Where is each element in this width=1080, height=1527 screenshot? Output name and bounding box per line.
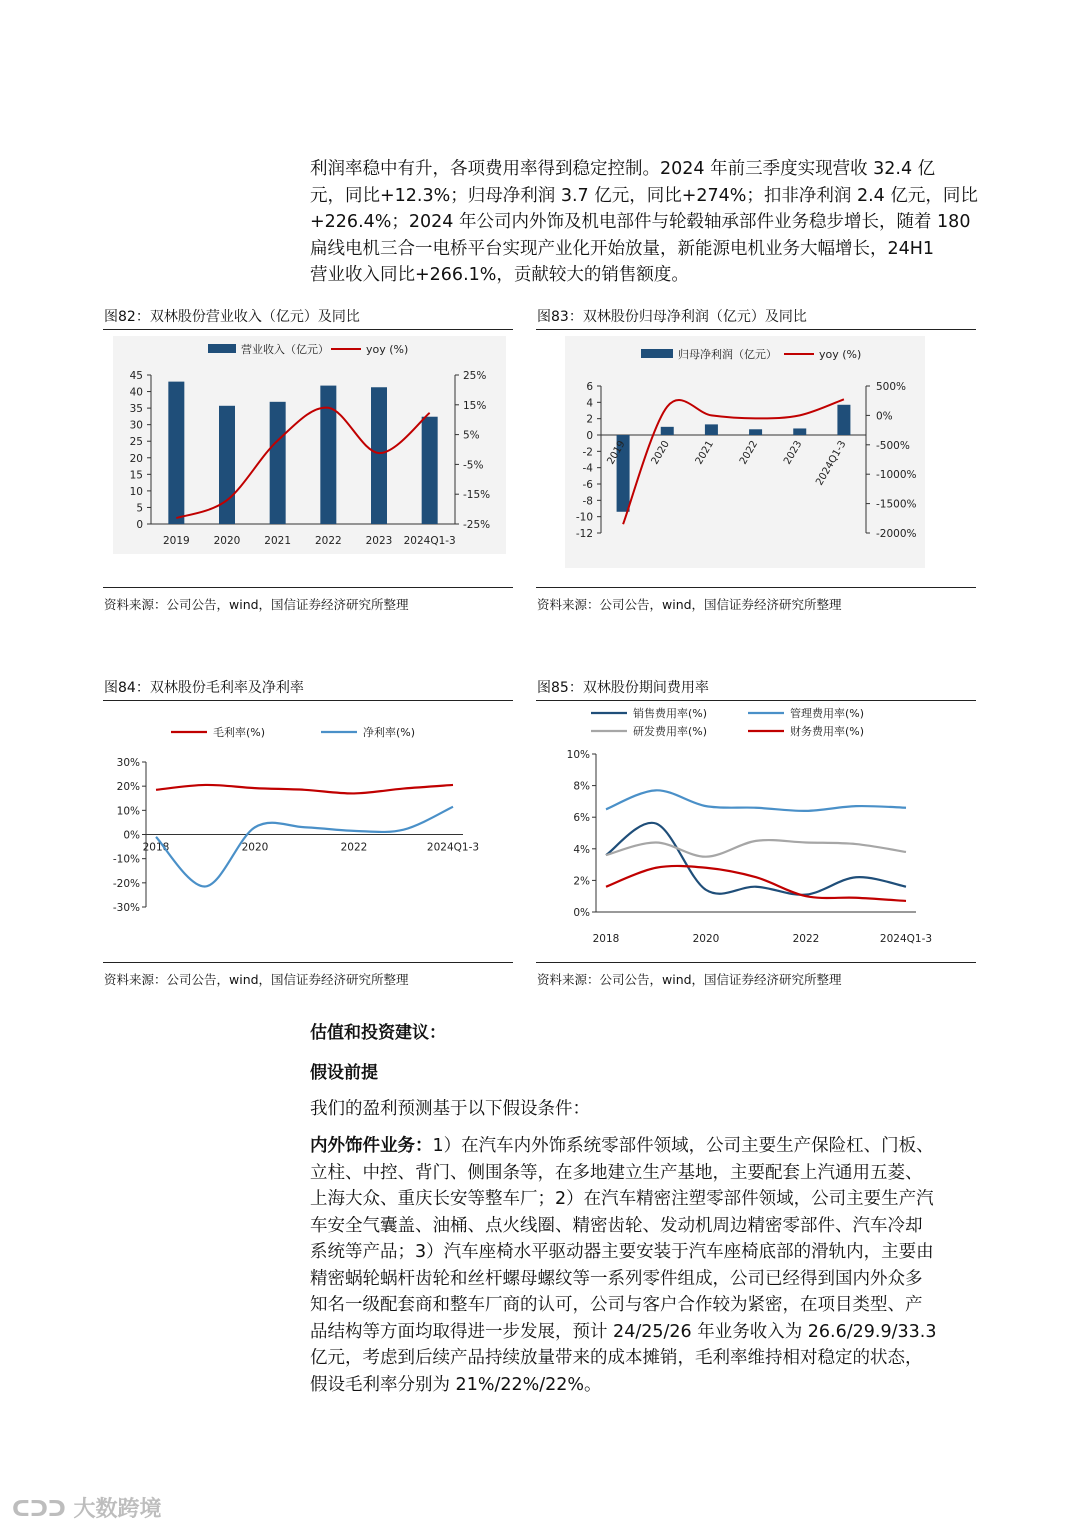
fig85-source: 资料来源：公司公告，wind，国信证券经济研究所整理: [537, 972, 842, 987]
y-tick-label: -10%: [112, 853, 140, 866]
x-tick-label: 2022: [314, 535, 342, 547]
x-tick-label: 2022: [792, 933, 820, 945]
sub-heading: 假设前提: [310, 1063, 378, 1083]
watermark-text: 大数跨境: [73, 1497, 162, 1522]
x-tick-label: 2024Q1-3: [426, 841, 480, 854]
bar: [219, 406, 235, 524]
x-tick-label: 2022: [737, 439, 761, 467]
left-tick-label: 20: [129, 452, 143, 465]
bar: [320, 386, 336, 524]
left-tick-label: -4: [582, 462, 593, 475]
series-line: [606, 866, 906, 901]
y-tick-label: 4%: [573, 843, 590, 856]
x-tick-label: 2023: [365, 535, 393, 547]
x-tick-label: 2019: [605, 439, 628, 467]
fig85-title: 图85：双林股份期间费用率: [537, 680, 709, 696]
fig84-chart: [103, 702, 513, 957]
series-line: [606, 823, 906, 895]
y-tick-label: 2%: [573, 875, 590, 888]
left-tick-label: 0: [136, 519, 143, 531]
left-tick-label: 10: [129, 485, 143, 498]
intro-line: 利润率稳中有升，各项费用率得到稳定控制。2024 年前三季度实现营收 32.4 亿: [310, 159, 936, 179]
bar: [705, 424, 718, 435]
business-line: 上海大众、重庆长安等整车厂；2）在汽车精密注塑零部件领域，公司主要生产汽: [310, 1189, 934, 1209]
x-tick-label: 2022: [340, 841, 368, 854]
x-tick-label: 2020: [241, 841, 269, 854]
intro-line: 营业收入同比+266.1%，贡献较大的销售额度。: [310, 265, 689, 285]
yoy-line: [176, 408, 429, 518]
y-tick-label: 0%: [573, 907, 590, 919]
series-line: [606, 840, 906, 857]
left-tick-label: 2: [586, 413, 593, 426]
legend-label: 管理费用率(%): [790, 707, 865, 720]
bar: [661, 427, 674, 435]
assumption-intro-line: 我们的盈利预测基于以下假设条件：: [310, 1099, 590, 1119]
series-line: [156, 807, 453, 887]
y-tick-label: 0%: [123, 829, 140, 842]
left-tick-label: 25: [129, 436, 143, 449]
right-tick-label: -5%: [463, 459, 484, 472]
fig83-source: 资料来源：公司公告，wind，国信证券经济研究所整理: [537, 597, 842, 612]
right-tick-label: -15%: [463, 489, 491, 502]
intro-paragraph: [310, 156, 990, 289]
fig85-top-rule: [536, 700, 976, 701]
bar: [371, 387, 387, 524]
legend-label: 销售费用率(%): [633, 707, 708, 720]
fig82-title: 图82：双林股份营业收入（亿元）及同比: [104, 309, 360, 325]
left-tick-label: 0: [586, 430, 593, 442]
y-tick-label: 10%: [566, 749, 590, 761]
legend-label: 财务费用率(%): [790, 725, 865, 738]
left-tick-label: 45: [129, 370, 143, 382]
business-line: 亿元，考虑到后续产品持续放量带来的成本摊销，毛利率维持相对稳定的状态，: [310, 1348, 923, 1368]
x-tick-label: 2020: [213, 535, 241, 547]
bar: [422, 417, 438, 524]
business-first-line-text: 1）在汽车内外饰系统零部件领域，公司主要生产保险杠、门板、: [432, 1136, 934, 1156]
intro-line: 元，同比+12.3%；归母净利润 3.7 亿元，同比+274%；扣非净利润 2.4 亿元，同比: [310, 185, 978, 206]
legend-label: 毛利率(%): [213, 726, 266, 739]
business-line: 知名一级配套商和整车厂商的认可，公司与客户合作较为紧密，在项目类型、产: [310, 1295, 923, 1315]
x-tick-label: 2021: [693, 439, 717, 467]
fig84-bottom-rule: [103, 962, 513, 963]
right-tick-label: -1000%: [876, 469, 917, 482]
legend-bar-swatch: [641, 349, 673, 358]
left-tick-label: 35: [129, 403, 143, 416]
legend-bar-swatch: [208, 344, 236, 353]
legend-line-label: yoy (%): [366, 343, 409, 356]
bar: [793, 428, 806, 435]
right-tick-label: -1500%: [876, 498, 917, 511]
fig82-chart: [103, 330, 513, 560]
fig85-chart: [536, 702, 976, 957]
x-tick-label: 2019: [162, 535, 190, 547]
y-tick-label: 10%: [116, 805, 140, 818]
watermark: [12, 1492, 162, 1523]
right-tick-label: -500%: [876, 439, 910, 452]
series-line: [156, 785, 453, 793]
x-tick-label: 2024Q1-3: [814, 439, 849, 488]
bar: [749, 429, 762, 435]
fig84-title: 图84：双林股份毛利率及净利率: [104, 680, 304, 696]
x-tick-label: 2020: [649, 439, 672, 467]
right-tick-label: 500%: [876, 381, 907, 393]
y-tick-label: 30%: [116, 757, 140, 769]
x-tick-label: 2024Q1-3: [403, 535, 456, 547]
business-label: 内外饰件业务：: [310, 1136, 433, 1156]
right-tick-label: 25%: [463, 370, 487, 382]
section-heading: 估值和投资建议：: [310, 1023, 446, 1043]
bar: [270, 402, 286, 524]
x-tick-label: 2018: [142, 841, 170, 854]
left-tick-label: -2: [582, 446, 593, 459]
business-line: 系统等产品；3）汽车座椅水平驱动器主要安装于汽车座椅底部的滑轨内，主要由: [310, 1242, 934, 1262]
right-tick-label: 15%: [463, 399, 487, 412]
business-line: 品结构等方面均取得进一步发展，预计 24/25/26 年业务收入为 26.6/29.9/33.3: [310, 1321, 937, 1342]
right-tick-label: 0%: [876, 410, 893, 423]
left-tick-label: -10: [575, 511, 593, 524]
legend-label: 研发费用率(%): [633, 725, 708, 738]
left-tick-label: -6: [582, 479, 593, 491]
watermark-logo-icon: ᑕᑐᑐ: [12, 1497, 74, 1522]
y-tick-label: 8%: [573, 780, 590, 793]
fig83-title: 图83：双林股份归母净利润（亿元）及同比: [537, 309, 807, 325]
x-tick-label: 2023: [782, 439, 805, 467]
intro-line: +226.4%；2024 年公司内外饰及机电部件与轮毂轴承部件业务稳步增长，随着 180: [310, 212, 971, 232]
y-tick-label: 20%: [116, 781, 140, 794]
x-tick-label: 2020: [692, 933, 720, 945]
legend-bar-label: 归母净利润（亿元）: [678, 348, 777, 361]
legend-label: 净利率(%): [363, 726, 416, 739]
left-tick-label: 4: [586, 397, 593, 410]
fig83-bottom-rule: [536, 587, 976, 588]
business-line: 立柱、中控、背门、侧围条等，在多地建立生产基地，主要配套上汽通用五菱、: [310, 1162, 923, 1183]
left-tick-label: 30: [129, 419, 143, 432]
left-tick-label: -12: [575, 528, 593, 540]
left-tick-label: 6: [586, 381, 593, 393]
fig84-source: 资料来源：公司公告，wind，国信证券经济研究所整理: [104, 972, 409, 987]
right-tick-label: -2000%: [876, 528, 917, 540]
assumption-intro: [310, 1096, 990, 1123]
intro-line: 扁线电机三合一电桥平台实现产业化开始放量，新能源电机业务大幅增长，24H1: [310, 238, 935, 259]
business-paragraph: [310, 1133, 990, 1398]
x-tick-label: 2018: [592, 933, 620, 945]
fig83-chart: [536, 330, 976, 575]
fig82-bottom-rule: [103, 587, 513, 588]
y-tick-label: 6%: [573, 812, 590, 825]
legend-bar-label: 营业收入（亿元）: [241, 343, 329, 356]
business-line: 车安全气囊盖、油桶、点火线圈、精密齿轮、发动机周边精密零部件、汽车冷却: [310, 1215, 923, 1236]
fig84-top-rule: [103, 700, 513, 701]
business-line: 假设毛利率分别为 21%/22%/22%。: [310, 1374, 602, 1395]
business-first-line: [310, 1133, 990, 1160]
y-tick-label: -20%: [112, 877, 140, 890]
legend-line-label: yoy (%): [819, 348, 862, 361]
left-tick-label: 40: [129, 386, 143, 399]
left-tick-label: 5: [136, 502, 143, 515]
x-tick-label: 2021: [264, 535, 292, 547]
bar: [168, 382, 184, 524]
right-tick-label: 5%: [463, 429, 480, 442]
y-tick-label: -30%: [112, 902, 140, 914]
fig82-source: 资料来源：公司公告，wind，国信证券经济研究所整理: [104, 597, 409, 612]
x-tick-label: 2024Q1-3: [879, 933, 933, 945]
left-tick-label: -8: [582, 495, 593, 508]
right-tick-label: -25%: [463, 519, 491, 531]
business-line: 精密蜗轮蜗杆齿轮和丝杆螺母螺纹等一系列零件组成，公司已经得到国内外众多: [310, 1268, 923, 1289]
fig85-bottom-rule: [536, 962, 976, 963]
left-tick-label: 15: [129, 469, 143, 482]
bar: [837, 405, 850, 435]
